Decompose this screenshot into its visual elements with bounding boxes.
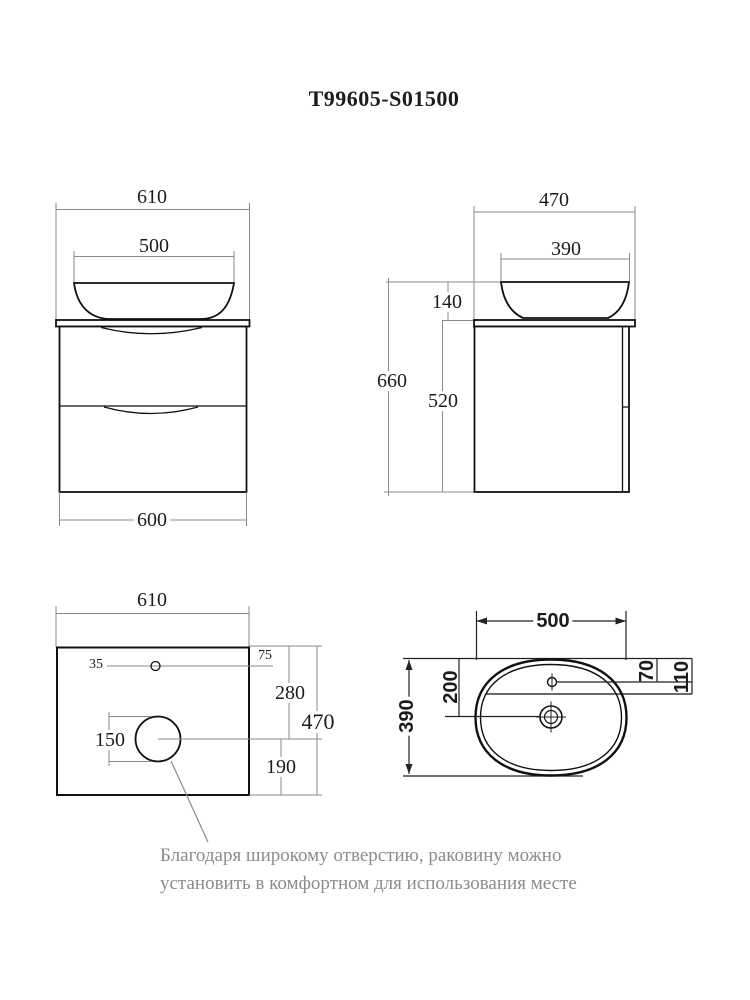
dim-basin-width: 500 xyxy=(533,611,572,631)
dim-plan-drain-from-back: 280 xyxy=(272,683,308,703)
side-cabinet xyxy=(475,327,630,493)
front-countertop xyxy=(56,320,250,327)
dim-front-cabinet-width: 600 xyxy=(134,510,170,530)
dim-plan-depth: 470 xyxy=(299,711,338,733)
side-basin-outline xyxy=(501,282,629,318)
dim-basin-deck-depth: 110 xyxy=(671,660,693,694)
dim-front-width-top: 610 xyxy=(137,186,167,208)
dim-plan-faucet-hole-diameter: 35 xyxy=(89,657,103,672)
dim-side-basin-height: 140 xyxy=(429,292,465,312)
side-view xyxy=(384,206,635,496)
dim-plan-drain-to-front: 190 xyxy=(263,757,299,777)
drawing-title: T99605-S01500 xyxy=(308,86,460,111)
annotation-line-2: установить в комфортном для использования месте xyxy=(160,873,577,894)
dim-plan-drain-hole-diameter: 150 xyxy=(92,730,128,750)
dim-basin-drain-from-back: 200 xyxy=(440,670,462,704)
annotation-line-1: Благодаря широкому отверстию, раковину можно xyxy=(160,845,562,866)
dim-side-cabinet-height: 520 xyxy=(425,391,461,411)
countertop-plan-view xyxy=(56,606,322,842)
front-cabinet xyxy=(60,327,247,493)
dim-side-basin-depth: 390 xyxy=(551,238,581,260)
side-countertop xyxy=(474,320,635,327)
front-basin-outline xyxy=(74,283,234,319)
dim-side-depth-top: 470 xyxy=(539,189,569,211)
dim-basin-faucet-from-back: 70 xyxy=(636,659,658,683)
dim-front-basin-width: 500 xyxy=(139,235,169,257)
dim-side-total-height: 660 xyxy=(374,371,410,391)
dim-basin-depth: 390 xyxy=(397,696,417,735)
dim-plan-faucet-from-back: 75 xyxy=(258,648,272,663)
dim-plan-width: 610 xyxy=(137,589,167,611)
